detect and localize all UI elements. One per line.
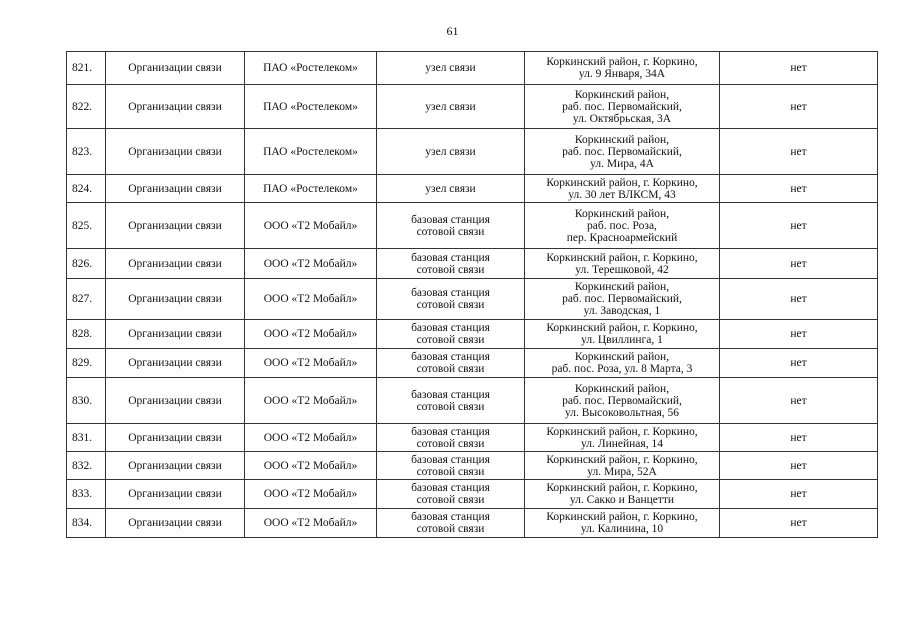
organization-cell: ООО «Т2 Мобайл»	[245, 480, 377, 509]
object-type-cell	[377, 424, 525, 452]
address-cell	[525, 52, 720, 85]
object-type-cell	[377, 175, 525, 203]
address-line: Коркинский район,	[574, 88, 670, 101]
object-type-cell	[377, 480, 525, 509]
address-line: ул. 9 Января, 34А	[578, 68, 666, 80]
address-line: ул. Цвиллинга, 1	[581, 334, 663, 346]
registry-table	[66, 51, 878, 538]
organization-cell: ООО «Т2 Мобайл»	[245, 249, 377, 279]
address-line: ул. 30 лет ВЛКСМ, 43	[568, 188, 676, 201]
organization-cell: ПАО «Ростелеком»	[245, 129, 377, 175]
category-cell: Организации связи	[106, 378, 245, 424]
address-line: ул. Терешковой, 42	[575, 263, 669, 276]
table-row	[67, 129, 878, 175]
object-type-line: сотовой связи	[416, 263, 485, 276]
category-cell: Организации связи	[106, 320, 245, 349]
table-row	[67, 52, 878, 85]
object-type-cell	[377, 349, 525, 378]
table-row	[67, 424, 878, 452]
address-line: раб. пос. Роза,	[587, 219, 657, 232]
table-row	[67, 85, 878, 129]
object-type-line: узел связи	[425, 145, 476, 158]
status-cell: нет	[720, 349, 878, 378]
address-line: Коркинский район, г. Коркино,	[546, 425, 698, 438]
table-row	[67, 320, 878, 349]
address-cell	[525, 424, 720, 452]
organization-cell: ООО «Т2 Мобайл»	[245, 320, 377, 349]
row-number-cell: 828.	[67, 320, 106, 349]
address-line: Коркинский район, г. Коркино,	[546, 56, 698, 68]
object-type-cell	[377, 279, 525, 320]
page-number: 61	[446, 24, 459, 38]
object-type-cell	[377, 52, 525, 85]
object-type-line: сотовой связи	[416, 465, 485, 478]
category-cell: Организации связи	[106, 249, 245, 279]
address-line: Коркинский район, г. Коркино,	[546, 482, 698, 494]
object-type-cell	[377, 378, 525, 424]
row-number-cell: 821.	[67, 52, 106, 85]
address-cell	[525, 480, 720, 509]
organization-cell: ПАО «Ростелеком»	[245, 175, 377, 203]
address-cell	[525, 175, 720, 203]
row-number-cell: 831.	[67, 424, 106, 452]
address-cell	[525, 320, 720, 349]
object-type-line: сотовой связи	[416, 363, 485, 375]
object-type-line: базовая станция	[411, 251, 490, 264]
object-type-cell	[377, 129, 525, 175]
status-cell: нет	[720, 85, 878, 129]
organization-cell: ООО «Т2 Мобайл»	[245, 349, 377, 378]
table-row	[67, 349, 878, 378]
organization-cell: ООО «Т2 Мобайл»	[245, 424, 377, 452]
address-line: Коркинский район,	[574, 133, 670, 146]
table-row	[67, 452, 878, 480]
object-type-line: базовая станция	[411, 388, 490, 401]
object-type-line: базовая станция	[411, 287, 490, 299]
address-line: Коркинский район, г. Коркино,	[546, 251, 698, 264]
organization-cell: ООО «Т2 Мобайл»	[245, 279, 377, 320]
status-cell: нет	[720, 509, 878, 538]
table-row	[67, 175, 878, 203]
category-cell: Организации связи	[106, 349, 245, 378]
address-cell	[525, 279, 720, 320]
object-type-line: сотовой связи	[416, 299, 485, 311]
status-cell: нет	[720, 424, 878, 452]
address-cell	[525, 509, 720, 538]
address-line: Коркинский район,	[574, 351, 670, 363]
organization-cell: ПАО «Ростелеком»	[245, 52, 377, 85]
table-row	[67, 279, 878, 320]
category-cell: Организации связи	[106, 480, 245, 509]
address-line: пер. Красноармейский	[566, 231, 678, 244]
address-cell	[525, 249, 720, 279]
category-cell: Организации связи	[106, 424, 245, 452]
category-cell: Организации связи	[106, 129, 245, 175]
category-cell: Организации связи	[106, 509, 245, 538]
object-type-line: узел связи	[425, 62, 476, 74]
address-line: Коркинский район, г. Коркино,	[546, 176, 698, 189]
object-type-cell	[377, 203, 525, 249]
object-type-line: базовая станция	[411, 482, 490, 494]
organization-cell: ПАО «Ростелеком»	[245, 85, 377, 129]
table-row	[67, 378, 878, 424]
object-type-line: сотовой связи	[416, 437, 485, 450]
category-cell: Организации связи	[106, 175, 245, 203]
row-number-cell: 824.	[67, 175, 106, 203]
object-type-line: сотовой связи	[416, 494, 485, 506]
address-line: раб. пос. Первомайский,	[562, 100, 682, 113]
organization-cell: ООО «Т2 Мобайл»	[245, 203, 377, 249]
category-cell: Организации связи	[106, 203, 245, 249]
category-cell: Организации связи	[106, 279, 245, 320]
address-cell	[525, 129, 720, 175]
address-cell	[525, 452, 720, 480]
address-line: Коркинский район, г. Коркино,	[546, 453, 698, 466]
address-line: раб. пос. Первомайский,	[562, 145, 682, 158]
organization-cell: ООО «Т2 Мобайл»	[245, 452, 377, 480]
address-line: ул. Сакко и Ванцетти	[569, 494, 675, 506]
address-line: ул. Высоковольтная, 56	[564, 406, 680, 419]
object-type-cell	[377, 320, 525, 349]
address-line: Коркинский район, г. Коркино,	[546, 322, 698, 334]
row-number-cell: 834.	[67, 509, 106, 538]
table-row	[67, 480, 878, 509]
address-line: Коркинский район,	[574, 382, 670, 395]
category-cell: Организации связи	[106, 452, 245, 480]
organization-cell: ООО «Т2 Мобайл»	[245, 378, 377, 424]
address-line: Коркинский район,	[574, 207, 670, 220]
row-number-cell: 822.	[67, 85, 106, 129]
row-number-cell: 825.	[67, 203, 106, 249]
status-cell: нет	[720, 480, 878, 509]
object-type-line: базовая станция	[411, 511, 490, 523]
row-number-cell: 829.	[67, 349, 106, 378]
object-type-line: сотовой связи	[416, 523, 485, 535]
status-cell: нет	[720, 378, 878, 424]
row-number-cell: 830.	[67, 378, 106, 424]
category-cell: Организации связи	[106, 85, 245, 129]
address-line: раб. пос. Роза, ул. 8 Марта, 3	[551, 363, 693, 375]
row-number-cell: 823.	[67, 129, 106, 175]
object-type-line: сотовой связи	[416, 334, 485, 346]
status-cell: нет	[720, 320, 878, 349]
address-cell	[525, 85, 720, 129]
address-cell	[525, 378, 720, 424]
object-type-line: сотовой связи	[416, 225, 485, 238]
address-line: раб. пос. Первомайский,	[562, 293, 682, 305]
object-type-cell	[377, 452, 525, 480]
object-type-line: базовая станция	[411, 213, 490, 226]
object-type-line: сотовой связи	[416, 400, 485, 413]
status-cell: нет	[720, 175, 878, 203]
category-cell: Организации связи	[106, 52, 245, 85]
table-row	[67, 509, 878, 538]
object-type-cell	[377, 249, 525, 279]
table-row	[67, 249, 878, 279]
object-type-cell	[377, 85, 525, 129]
row-number-cell: 832.	[67, 452, 106, 480]
object-type-line: базовая станция	[411, 425, 490, 438]
object-type-line: узел связи	[425, 182, 476, 195]
object-type-line: базовая станция	[411, 453, 490, 466]
status-cell: нет	[720, 452, 878, 480]
status-cell: нет	[720, 279, 878, 320]
object-type-line: узел связи	[425, 100, 476, 113]
address-cell	[525, 349, 720, 378]
object-type-line: базовая станция	[411, 351, 490, 363]
address-line: ул. Линейная, 14	[581, 437, 663, 450]
table-row	[67, 203, 878, 249]
organization-cell: ООО «Т2 Мобайл»	[245, 509, 377, 538]
address-line: ул. Октябрьская, 3А	[572, 112, 672, 125]
status-cell: нет	[720, 52, 878, 85]
address-line: Коркинский район, г. Коркино,	[546, 511, 698, 523]
row-number-cell: 833.	[67, 480, 106, 509]
object-type-cell	[377, 509, 525, 538]
row-number-cell: 826.	[67, 249, 106, 279]
status-cell: нет	[720, 129, 878, 175]
address-line: ул. Мира, 4А	[590, 157, 654, 170]
address-line: ул. Калинина, 10	[580, 523, 664, 535]
row-number-cell: 827.	[67, 279, 106, 320]
address-line: ул. Мира, 52А	[587, 465, 657, 478]
status-cell: нет	[720, 203, 878, 249]
object-type-line: базовая станция	[411, 322, 490, 334]
registry-table-body	[67, 52, 878, 538]
address-line: Коркинский район,	[574, 281, 670, 293]
address-line: ул. Заводская, 1	[583, 305, 661, 317]
address-cell	[525, 203, 720, 249]
address-line: раб. пос. Первомайский,	[562, 394, 682, 407]
status-cell: нет	[720, 249, 878, 279]
